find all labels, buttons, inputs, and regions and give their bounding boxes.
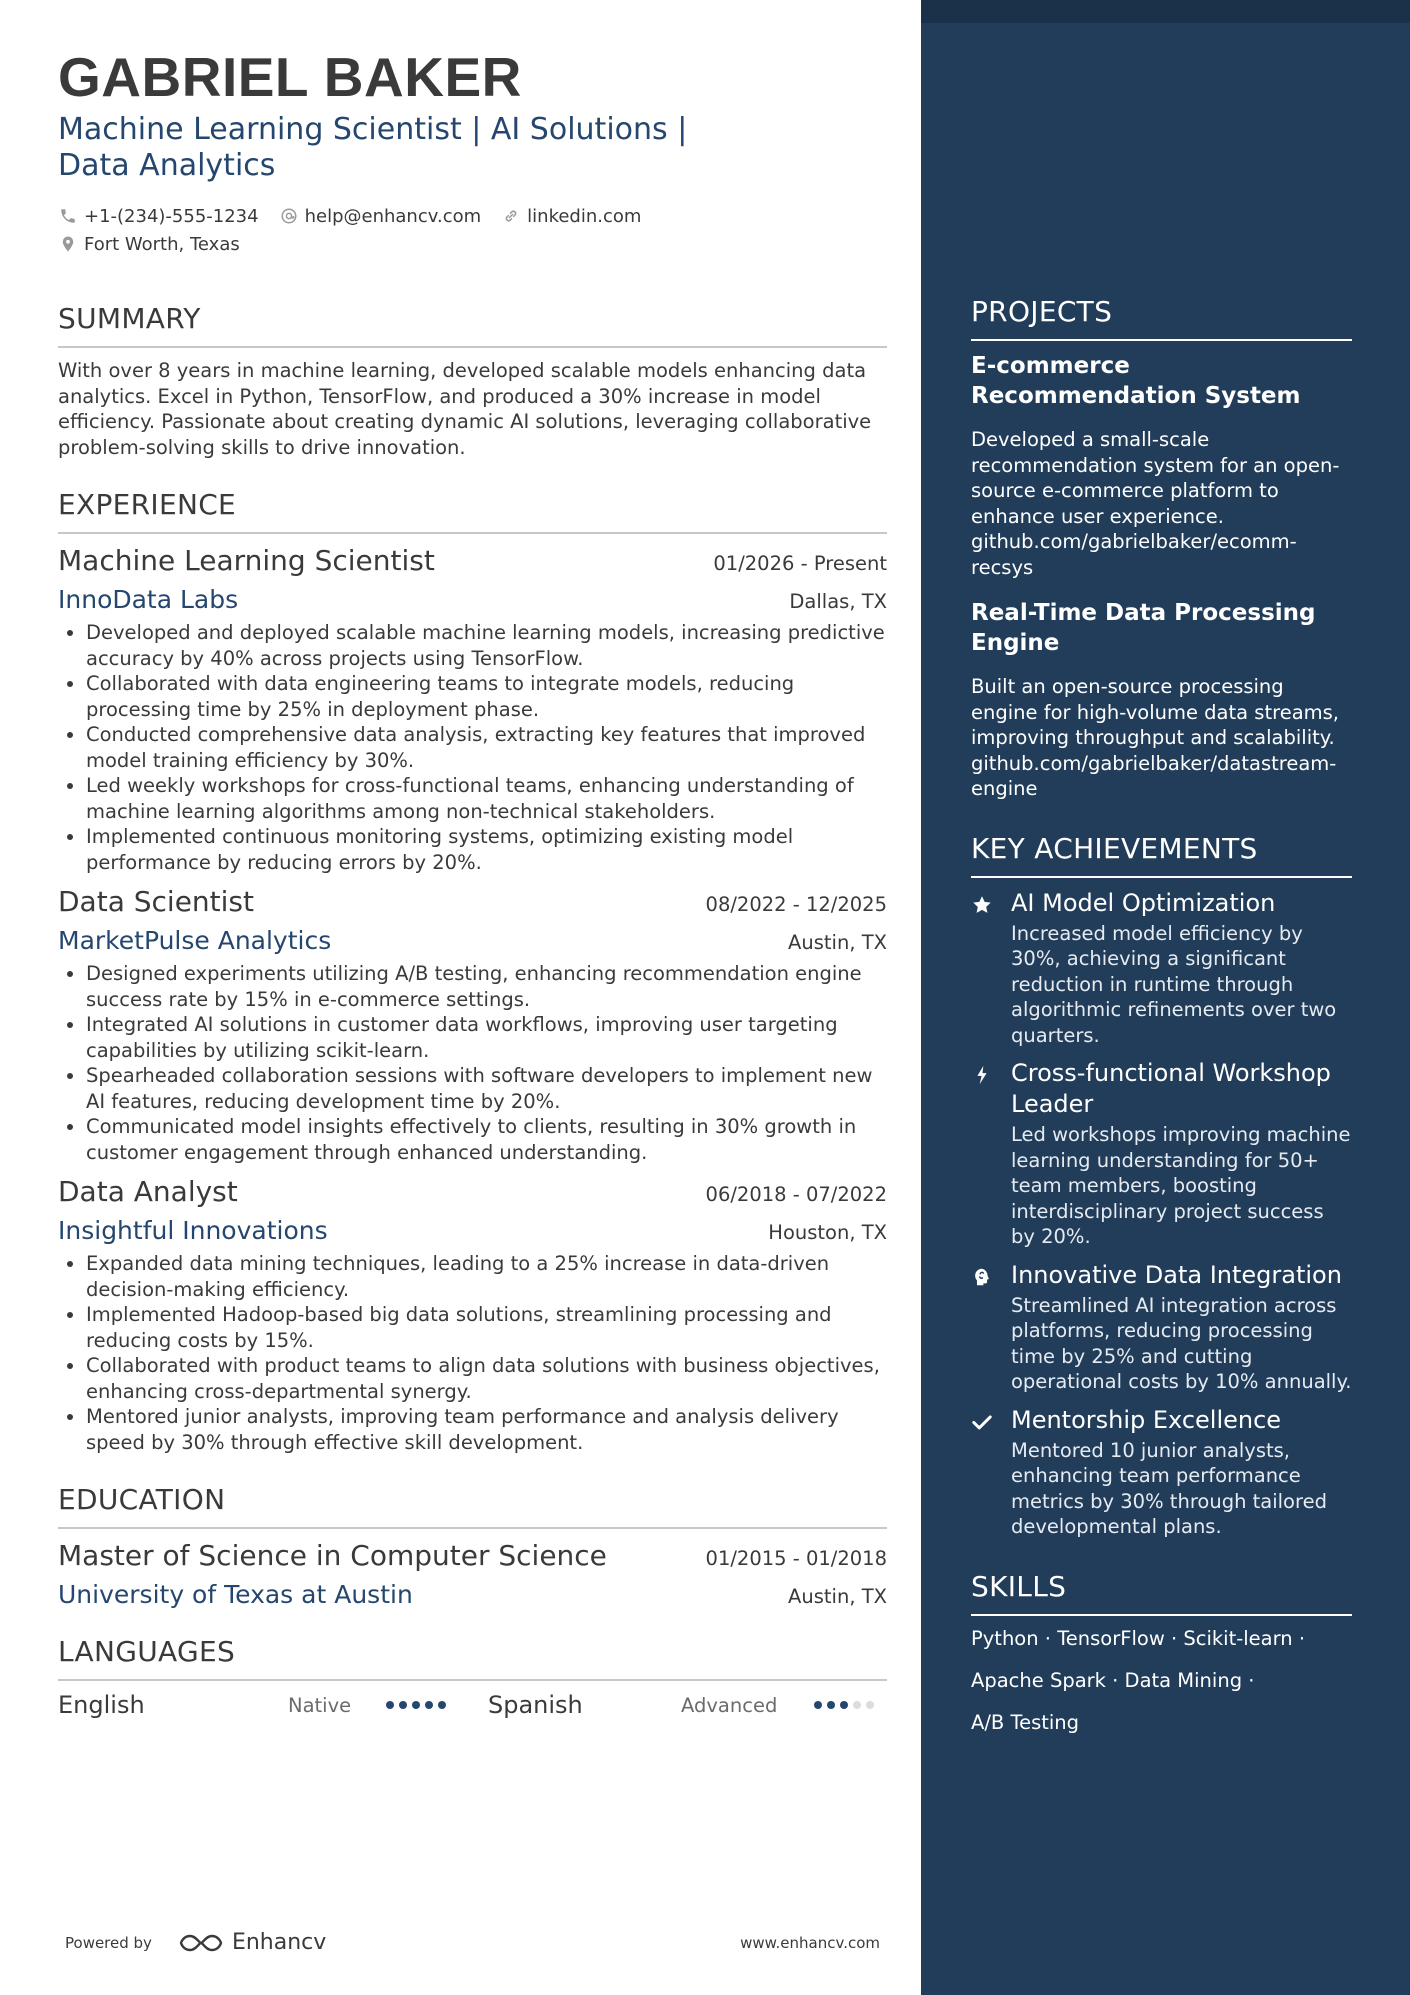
job-title: Data Scientist xyxy=(58,885,254,918)
job-bullets xyxy=(58,1251,887,1455)
powered-by-label: Powered by xyxy=(65,1933,152,1952)
language-level: Advanced xyxy=(681,1693,778,1717)
star-icon xyxy=(971,888,1011,1049)
achievements-section xyxy=(971,832,1352,1540)
education-dates: 01/2015 - 01/2018 xyxy=(705,1547,887,1570)
enhancv-logo[interactable] xyxy=(178,1930,326,1955)
experience-title: EXPERIENCE xyxy=(58,488,237,521)
infinity-logo-icon xyxy=(178,1932,224,1954)
language-name: English xyxy=(58,1691,145,1719)
achievement-description: Increased model efficiency by 30%, achieving a significant reduction in runtime through algorithmic refinements over two quarters. xyxy=(1011,921,1337,1047)
job-bullet: • Implemented continuous monitoring systems, optimizing existing model performance by reducing errors by 20%. xyxy=(86,824,887,875)
linkedin-text[interactable]: linkedin.com xyxy=(527,205,642,227)
contact-linkedin[interactable] xyxy=(501,206,641,227)
achievement-item xyxy=(971,1405,1352,1540)
job-bullet: • Mentored junior analysts, improving team performance and analysis delivery speed by 30% through effective skill development. xyxy=(86,1404,887,1455)
powered-by xyxy=(65,1930,326,1955)
check-icon xyxy=(971,1405,1011,1540)
rating-dot-filled xyxy=(438,1701,446,1709)
education-location: Austin, TX xyxy=(788,1585,887,1608)
summary-text: With over 8 years in machine learning, developed scalable models enhancing data analytics. Excel in Python, TensorFlow, and produced a 30% increase in model efficiency. Passionate about creating dynamic AI solutions, leveraging collaborative problem-solving skills to drive innovation. xyxy=(58,359,872,459)
job-bullet: • Communicated model insights effectively to clients, resulting in 30% growth in customer engagement through enhanced understanding. xyxy=(86,1114,887,1165)
job-title: Machine Learning Scientist xyxy=(58,544,435,577)
achievements-title: KEY ACHIEVEMENTS xyxy=(971,831,1258,865)
project-entry xyxy=(971,351,1352,580)
job-location: Houston, TX xyxy=(768,1221,887,1244)
sidebar-content xyxy=(971,295,1352,1744)
projects-section xyxy=(971,295,1352,802)
job-dates: 06/2018 - 07/2022 xyxy=(705,1183,887,1206)
language-name: Spanish xyxy=(488,1691,583,1719)
school: University of Texas at Austin xyxy=(58,1580,413,1609)
experience-section xyxy=(58,488,887,1455)
contact-email[interactable] xyxy=(279,206,482,227)
lightning-icon xyxy=(971,1058,1011,1250)
link-icon xyxy=(501,206,521,226)
rating-dot-filled xyxy=(827,1701,835,1709)
rating-dot-filled xyxy=(425,1701,433,1709)
job-entry xyxy=(58,542,887,875)
rating-dot-filled xyxy=(840,1701,848,1709)
achievement-title: Innovative Data Integration xyxy=(1011,1260,1342,1289)
achievement-title: Mentorship Excellence xyxy=(1011,1405,1282,1434)
at-icon xyxy=(279,206,299,226)
job-company: InnoData Labs xyxy=(58,585,239,614)
sidebar-divider xyxy=(971,1614,1352,1616)
job-bullet: • Collaborated with data engineering teams to integrate models, reducing processing time by 25% in deployment phase. xyxy=(86,671,887,722)
email-text[interactable]: help@enhancv.com xyxy=(304,205,482,227)
project-description: Developed a small-scale recommendation system for an open-source e-commerce platform to enhance user experience. github.com/gabrielbaker/ecomm-recsys xyxy=(971,428,1340,579)
rating-dot-empty xyxy=(866,1701,874,1709)
contact-location xyxy=(58,234,240,255)
job-bullets xyxy=(58,961,887,1165)
phone-text: +1-(234)-555-1234 xyxy=(84,205,259,227)
job-bullet: • Developed and deployed scalable machine learning models, increasing predictive accuracy by 40% across projects using TensorFlow. xyxy=(86,620,887,671)
achievement-item xyxy=(971,1058,1352,1250)
job-entry xyxy=(58,1173,887,1455)
section-divider xyxy=(58,532,887,534)
job-entry xyxy=(58,883,887,1165)
brand-name: Enhancv xyxy=(231,1930,327,1955)
job-location: Austin, TX xyxy=(788,931,887,954)
summary-section xyxy=(58,302,887,460)
achievement-title: Cross-functional Workshop Leader xyxy=(1011,1059,1331,1118)
achievement-description: Streamlined AI integration across platforms, reducing processing time by 25% and cutting operational costs by 10% annually. xyxy=(1011,1293,1352,1393)
job-bullets xyxy=(58,620,887,875)
job-bullet: • Implemented Hadoop-based big data solutions, streamlining processing and reducing costs by 15%. xyxy=(86,1302,887,1353)
job-company: Insightful Innovations xyxy=(58,1216,328,1245)
skills-line: Apache Spark · Data Mining · xyxy=(971,1668,1255,1692)
contact-info xyxy=(58,202,887,258)
skills-line: Python · TensorFlow · Scikit-learn · xyxy=(971,1626,1306,1650)
footer-url[interactable]: www.enhancv.com xyxy=(740,1933,880,1952)
location-pin-icon xyxy=(58,234,78,254)
main-column xyxy=(58,44,887,1725)
rating-dot-filled xyxy=(814,1701,822,1709)
achievement-item xyxy=(971,1260,1352,1395)
rating-dot-filled xyxy=(412,1701,420,1709)
section-divider xyxy=(58,1527,887,1529)
candidate-name: GABRIEL BAKER xyxy=(58,46,522,108)
job-bullet: • Led weekly workshops for cross-functional teams, enhancing understanding of machine learning algorithms among non-technical stakeholders. xyxy=(86,773,887,824)
rating-dot-filled xyxy=(399,1701,407,1709)
job-bullet: • Integrated AI solutions in customer data workflows, improving user targeting capabilities by utilizing scikit-learn. xyxy=(86,1012,887,1063)
language-rating xyxy=(386,1701,488,1709)
brain-icon xyxy=(971,1260,1011,1395)
section-divider xyxy=(58,1679,887,1681)
project-entry xyxy=(971,598,1352,802)
project-description: Built an open-source processing engine for high-volume data streams, improving throughput and scalability. github.com/gabrielbaker/datastream-engine xyxy=(971,675,1339,800)
skills-title: SKILLS xyxy=(971,1569,1067,1603)
rating-dot-filled xyxy=(386,1701,394,1709)
languages-title: LANGUAGES xyxy=(58,1635,236,1668)
job-dates: 01/2026 - Present xyxy=(713,552,887,575)
job-bullet: • Collaborated with product teams to align data solutions with business objectives, enhancing cross-departmental synergy. xyxy=(86,1353,887,1404)
job-location: Dallas, TX xyxy=(789,590,887,613)
education-title: EDUCATION xyxy=(58,1483,226,1516)
achievement-description: Mentored 10 junior analysts, enhancing team performance metrics by 30% through tailored developmental plans. xyxy=(1011,1438,1327,1538)
languages-section xyxy=(58,1635,887,1725)
job-bullet: • Spearheaded collaboration sessions with software developers to implement new AI features, reducing development time by 20%. xyxy=(86,1063,887,1114)
job-bullet: • Conducted comprehensive data analysis, extracting key features that improved model training efficiency by 30%. xyxy=(86,722,887,773)
skills-list xyxy=(971,1618,1352,1744)
rating-dot-empty xyxy=(853,1701,861,1709)
sidebar-divider xyxy=(971,876,1352,878)
job-company: MarketPulse Analytics xyxy=(58,926,332,955)
language-rating xyxy=(814,1701,879,1709)
job-bullet: • Designed experiments utilizing A/B testing, enhancing recommendation engine success rate by 15% in e-commerce settings. xyxy=(86,961,887,1012)
language-level: Native xyxy=(288,1693,352,1717)
achievement-description: Led workshops improving machine learning understanding for 50+ team members, boosting interdisciplinary project success by 20%. xyxy=(1011,1123,1351,1248)
headline: Machine Learning Scientist | AI Solutions | Data Analytics xyxy=(58,112,688,183)
skills-section xyxy=(971,1570,1352,1744)
summary-title: SUMMARY xyxy=(58,302,201,335)
job-bullet: • Expanded data mining techniques, leading to a 25% increase in data-driven decision-making efficiency. xyxy=(86,1251,887,1302)
contact-phone xyxy=(58,206,259,227)
phone-icon xyxy=(58,206,78,226)
sidebar-divider xyxy=(971,339,1352,341)
education-section xyxy=(58,1483,887,1613)
location-text: Fort Worth, Texas xyxy=(84,233,240,255)
job-title: Data Analyst xyxy=(58,1175,238,1208)
projects-title: PROJECTS xyxy=(971,295,1113,328)
section-divider xyxy=(58,346,887,348)
project-title: Real-Time Data Processing Engine xyxy=(971,600,1316,656)
achievement-item xyxy=(971,888,1352,1049)
skills-line: A/B Testing xyxy=(971,1710,1080,1734)
job-dates: 08/2022 - 12/2025 xyxy=(705,893,887,916)
achievement-title: AI Model Optimization xyxy=(1011,888,1276,917)
footer xyxy=(65,1930,880,1955)
degree: Master of Science in Computer Science xyxy=(58,1539,607,1572)
project-title: E-commerce Recommendation System xyxy=(971,353,1301,409)
sidebar-top-band xyxy=(921,0,1410,23)
